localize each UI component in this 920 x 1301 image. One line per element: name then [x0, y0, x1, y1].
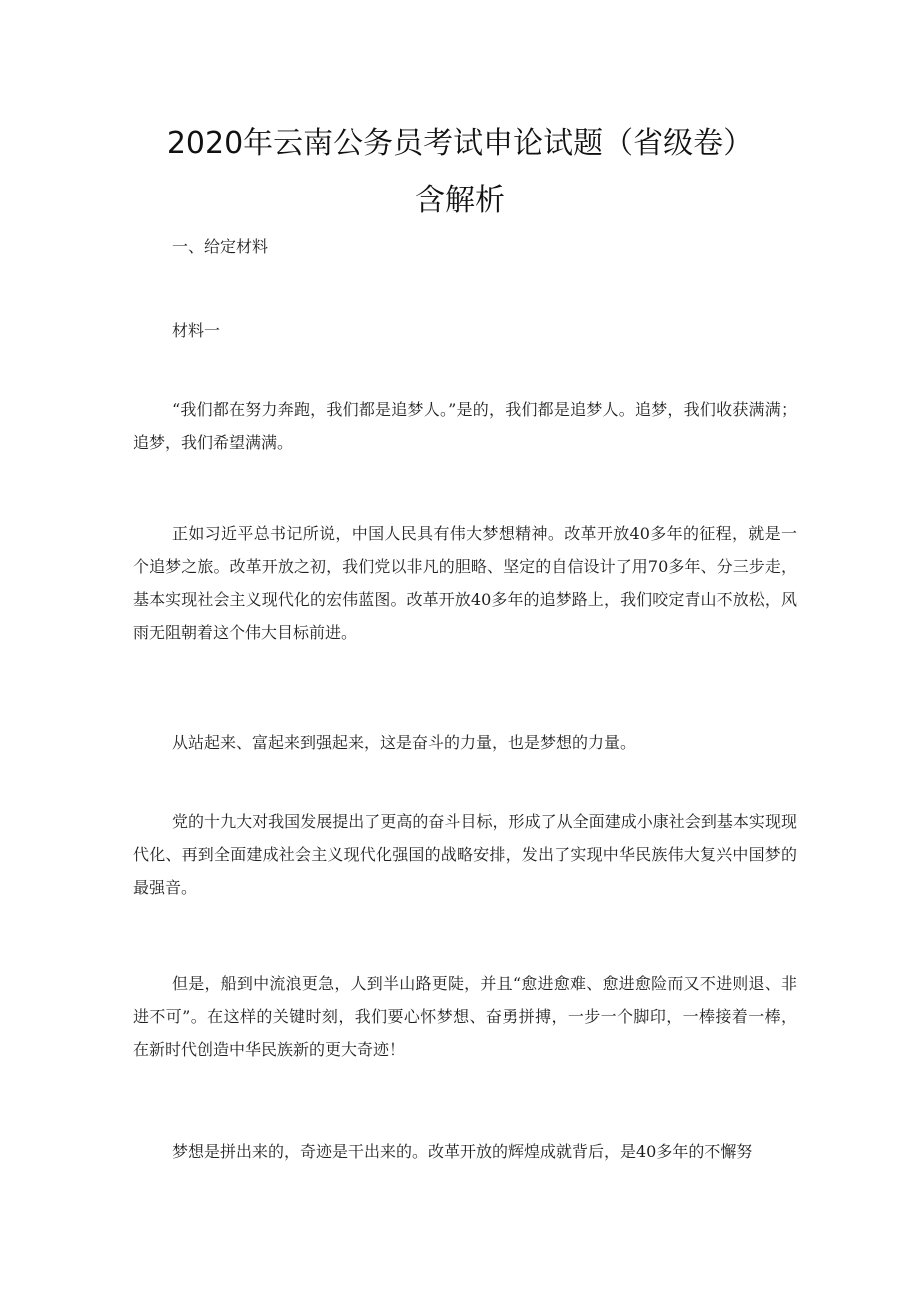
document-title-line-2: 含解析 — [415, 183, 505, 218]
paragraph-3: 从站起来、富起来到强起来，这是奋斗的力量，也是梦想的力量。 — [172, 733, 637, 752]
section-heading: 一、给定材料 — [172, 237, 269, 256]
paragraph-2: 正如习近平总书记所说，中国人民具有伟大梦想精神。改革开放40多年的征程，就是一个追梦之旅。改革开放之初，我们党以非凡的胆略、坚定的自信设计了用70多年、分三步走，基本实现社会主义现代化的宏伟蓝图。改革开放40多年的追梦路上，我们咬定青山不放松，风雨无阻朝着这个伟大目标前进。 — [133, 524, 797, 642]
paragraph-5: 但是，船到中流浪更急，人到半山路更陡，并且“愈进愈难、愈进愈险而又不进则退、非进不可”。在这样的关键时刻，我们要心怀梦想、奋勇拼搏，一步一个脚印，一棒接着一棒，在新时代创造中华民族新的更大奇迹！ — [133, 974, 797, 1059]
paragraph-1: “我们都在努力奔跑，我们都是追梦人。”是的，我们都是追梦人。追梦，我们收获满满；追梦，我们希望满满。 — [133, 400, 797, 452]
document-title-line-1: 2020年云南公务员考试申论试题（省级卷） — [166, 126, 754, 161]
material-label: 材料一 — [172, 321, 221, 340]
paragraph-4: 党的十九大对我国发展提出了更高的奋斗目标，形成了从全面建成小康社会到基本实现现代化、再到全面建成社会主义现代化强国的战略安排，发出了实现中华民族伟大复兴中国梦的最强音。 — [133, 812, 797, 897]
paragraph-6: 梦想是拼出来的，奇迹是干出来的。改革开放的辉煌成就背后，是40多年的不懈努 — [172, 1142, 753, 1161]
